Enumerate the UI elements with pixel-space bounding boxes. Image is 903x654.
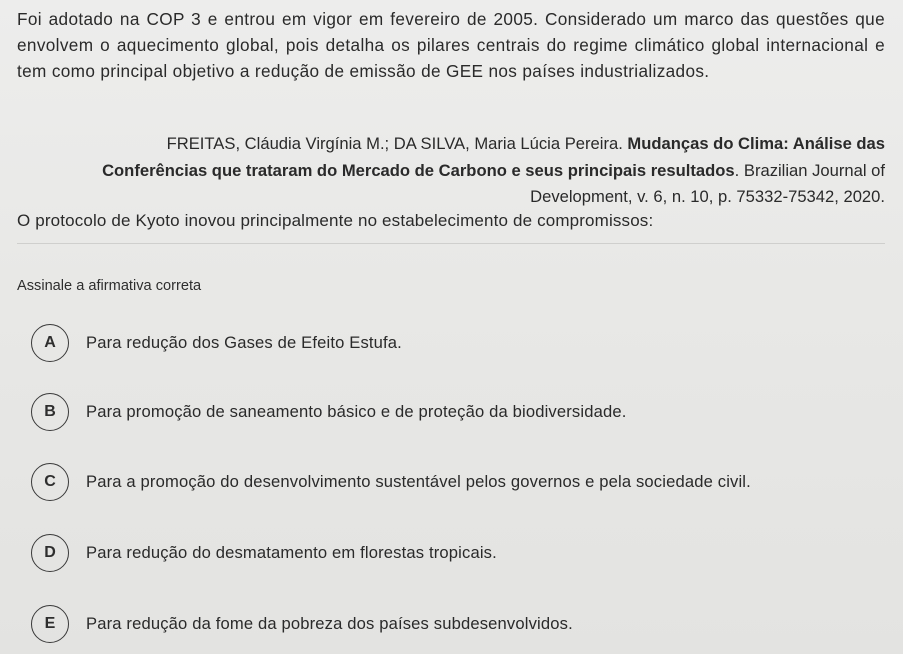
answer-option-b[interactable] — [31, 392, 891, 432]
answer-option-e[interactable] — [31, 604, 891, 644]
answer-instruction: Assinale a afirmativa correta — [17, 278, 202, 294]
option-label[interactable]: Para redução da fome da pobreza dos países subdesenvolvidos. — [86, 614, 573, 633]
question-stem: O protocolo de Kyoto inovou principalmente no estabelecimento de compromissos: — [17, 211, 654, 230]
reference-citation — [78, 131, 885, 211]
answer-option-a[interactable] — [31, 323, 891, 363]
option-label[interactable]: Para redução do desmatamento em florestas tropicais. — [86, 543, 497, 562]
option-label[interactable]: Para promoção de saneamento básico e de proteção da biodiversidade. — [86, 402, 627, 421]
option-label[interactable]: Para redução dos Gases de Efeito Estufa. — [86, 333, 402, 352]
divider — [17, 243, 885, 244]
answer-option-c[interactable] — [31, 462, 891, 502]
question-intro-text: Foi adotado na COP 3 e entrou em vigor em fevereiro de 2005. Considerado um marco das questões que envolvem o aquecimento global, pois detalha os pilares centrais do regime climático global internacional e tem como principal objetivo a redução de emissão de GEE nos países industrializados. — [17, 9, 885, 81]
citation-authors: FREITAS, Cláudia Virgínia M.; DA SILVA, Maria Lúcia Pereira. — [166, 134, 628, 153]
citation-title: Mudanças do Clima: Análise das Conferências que trataram do Mercado de Carbono e seus principais resultados — [102, 134, 885, 180]
citation-source: . Brazilian Journal of Development, v. 6, n. 10, p. 75332-75342, 2020. — [530, 160, 885, 206]
option-letter-badge[interactable]: A — [31, 324, 69, 362]
option-letter-badge[interactable]: D — [31, 534, 69, 572]
option-letter-badge[interactable]: B — [31, 393, 69, 431]
option-label[interactable]: Para a promoção do desenvolvimento sustentável pelos governos e pela sociedade civil. — [86, 472, 751, 491]
option-letter-badge[interactable]: C — [31, 463, 69, 501]
answer-option-d[interactable] — [31, 533, 891, 573]
option-letter-badge[interactable]: E — [31, 605, 69, 643]
